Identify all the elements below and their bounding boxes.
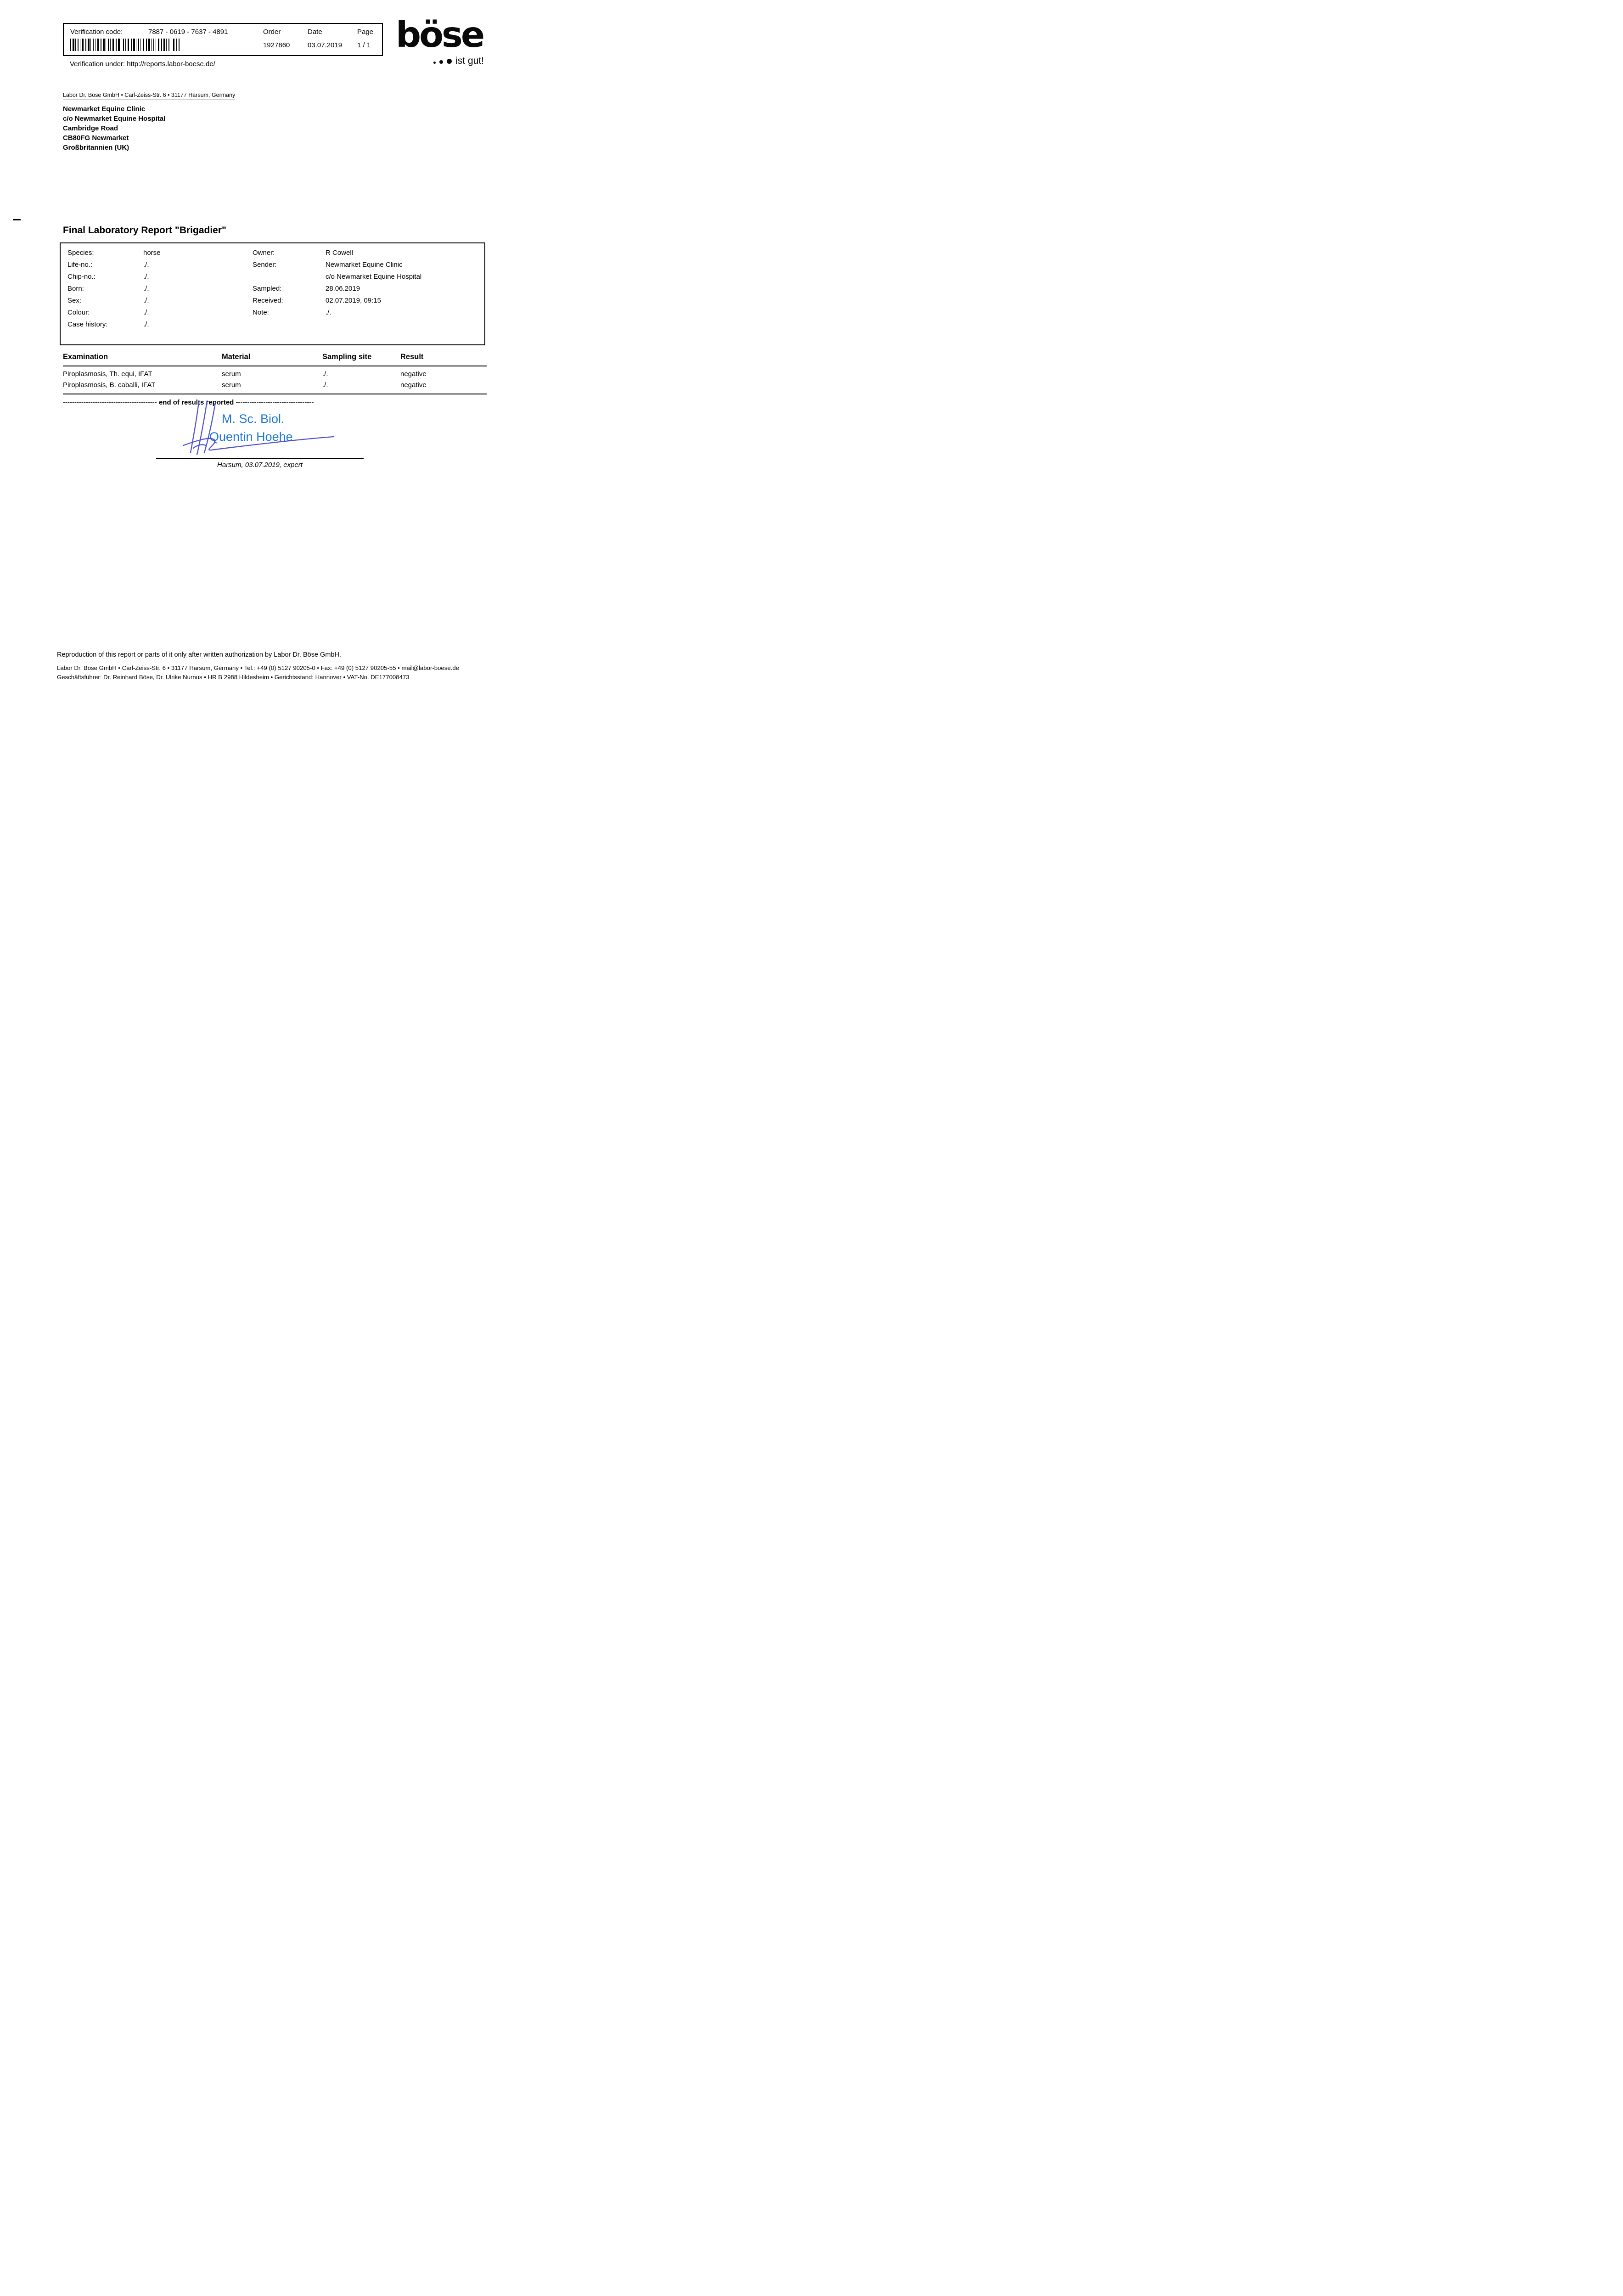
- recipient-line: Newmarket Equine Clinic: [63, 105, 146, 113]
- info-label: Sex:: [67, 297, 82, 304]
- info-value: ./.: [143, 297, 149, 304]
- info-value: ./.: [326, 309, 331, 316]
- info-label: Chip-no.:: [67, 273, 95, 281]
- info-value: 28.06.2019: [326, 285, 360, 293]
- recipient-line: Cambridge Road: [63, 124, 118, 132]
- verification-url-line: Verification under: http://reports.labor-boese.de/: [70, 60, 215, 68]
- signature-caption: Harsum, 03.07.2019, expert: [217, 461, 303, 469]
- info-value: [326, 319, 480, 331]
- logo-dots-icon: [433, 59, 452, 66]
- cell-material: serum: [222, 381, 241, 389]
- info-label: Sampled:: [253, 285, 282, 293]
- info-label: Case history:: [67, 321, 108, 328]
- info-label: Life-no.:: [67, 261, 93, 269]
- cell-result: negative: [400, 381, 427, 389]
- logo-tagline-text: ist gut!: [455, 56, 484, 66]
- col-header-sampling-site: Sampling site: [322, 353, 372, 361]
- cell-examination: Piroplasmosis, Th. equi, IFAT: [63, 370, 152, 378]
- fold-mark: [13, 219, 21, 220]
- info-label: Species:: [67, 249, 94, 257]
- footer-reproduction-notice: Reproduction of this report or parts of it only after written authorization by Labor Dr. Böse GmbH.: [57, 651, 341, 658]
- results-body: [63, 366, 487, 394]
- recipient-address: [63, 104, 165, 152]
- results-table: [63, 353, 487, 406]
- info-label: Born:: [67, 285, 84, 293]
- verification-code-label: Verification code:: [70, 28, 123, 36]
- info-value: ./.: [143, 261, 149, 269]
- logo-wordmark: böse: [396, 15, 483, 56]
- col-header-examination: Examination: [63, 353, 108, 361]
- info-label: Note:: [253, 309, 269, 316]
- recipient-line: Großbritannien (UK): [63, 144, 129, 152]
- date-column: [308, 28, 357, 52]
- verification-code-value: 7887 - 0619 - 7637 - 4891: [148, 28, 228, 36]
- info-row: [67, 319, 480, 331]
- info-label: Colour:: [67, 309, 90, 316]
- cell-sampling-site: ./.: [322, 370, 328, 378]
- signature-line: [156, 458, 364, 459]
- info-label: Owner:: [253, 249, 275, 257]
- info-row: [67, 295, 480, 307]
- cell-examination: Piroplasmosis, B. caballi, IFAT: [63, 381, 156, 389]
- specimen-info-box: [60, 242, 485, 345]
- info-value: 02.07.2019, 09:15: [326, 297, 381, 304]
- recipient-line: CB80FG Newmarket: [63, 134, 129, 142]
- page-column: [357, 28, 377, 52]
- info-row: [67, 307, 480, 319]
- info-row: [67, 283, 480, 295]
- cell-material: serum: [222, 370, 241, 378]
- lab-report-page: [0, 0, 519, 735]
- info-value: ./.: [143, 273, 149, 281]
- col-header-result: Result: [400, 353, 424, 361]
- order-label: Order: [263, 28, 281, 36]
- logo-tagline: [396, 56, 486, 66]
- info-label: [253, 319, 326, 331]
- info-value: ./.: [143, 321, 149, 328]
- table-row: [63, 369, 487, 380]
- info-value: c/o Newmarket Equine Hospital: [326, 273, 422, 281]
- info-value: ./.: [143, 309, 149, 316]
- table-row: [63, 380, 487, 391]
- cell-result: negative: [400, 370, 427, 378]
- signer-degree: M. Sc. Biol.: [222, 412, 285, 426]
- footer-legal-line: Geschäftsführer: Dr. Reinhard Böse, Dr. Ulrike Nurnus • HR B 2988 Hildesheim • Gerichtsstand: Hannover • VAT-No. DE177008473: [57, 674, 410, 681]
- boese-logo: [396, 16, 486, 66]
- verification-box: [63, 23, 383, 56]
- order-column: [263, 28, 308, 52]
- order-value: 1927860: [263, 41, 290, 49]
- page-value: 1 / 1: [357, 41, 371, 49]
- report-title: Final Laboratory Report "Brigadier": [63, 225, 226, 236]
- footer: [57, 651, 489, 681]
- info-row: [67, 247, 480, 259]
- info-label: Received:: [253, 297, 283, 304]
- info-value: R Cowell: [326, 249, 354, 257]
- cell-sampling-site: ./.: [322, 381, 328, 389]
- info-value: ./.: [143, 285, 149, 293]
- info-row: [67, 271, 480, 283]
- end-of-results-line: ----------------------------------------- end of results reported ----------------------------------: [63, 399, 314, 406]
- verification-column: [70, 28, 263, 52]
- results-header-row: [63, 353, 487, 366]
- info-value: horse: [143, 249, 161, 257]
- page-label: Page: [357, 28, 374, 36]
- info-value: Newmarket Equine Clinic: [326, 261, 403, 269]
- signer-name: Quentin Hoehe: [209, 430, 293, 444]
- col-header-material: Material: [222, 353, 251, 361]
- info-row: [67, 259, 480, 271]
- recipient-line: c/o Newmarket Equine Hospital: [63, 115, 166, 123]
- info-label: Sender:: [253, 261, 277, 269]
- info-label: [253, 271, 326, 283]
- date-label: Date: [308, 28, 322, 36]
- verification-barcode: [70, 39, 180, 51]
- footer-contact-line: Labor Dr. Böse GmbH • Carl-Zeiss-Str. 6 • 31177 Harsum, Germany • Tel.: +49 (0) 5127 90205-0 • Fax: +49 (0) 5127 90205-55 • mail@labor-boese.de: [57, 664, 460, 671]
- date-value: 03.07.2019: [308, 41, 343, 49]
- sender-address-line: Labor Dr. Böse GmbH • Carl-Zeiss-Str. 6 • 31177 Harsum, Germany: [63, 92, 235, 100]
